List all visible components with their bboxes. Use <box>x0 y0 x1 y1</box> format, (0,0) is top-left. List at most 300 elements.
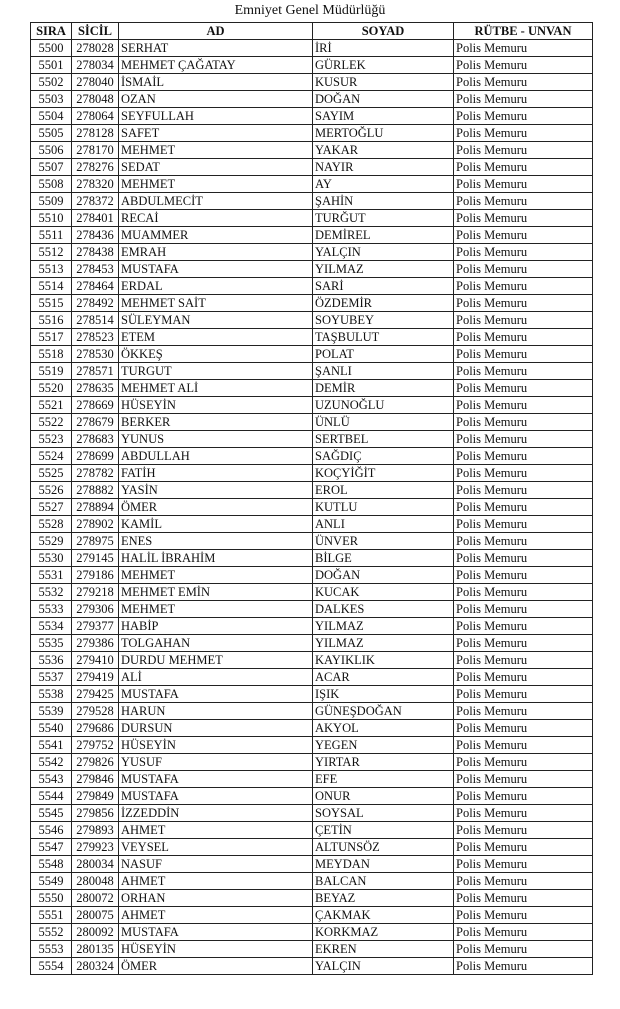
cell-rutbe-unvan: Polis Memuru <box>454 822 593 839</box>
table-row <box>31 737 593 754</box>
cell-sicil: 279849 <box>72 788 119 805</box>
cell-sicil: 280075 <box>72 907 119 924</box>
cell-rutbe-unvan: Polis Memuru <box>454 584 593 601</box>
cell-rutbe-unvan: Polis Memuru <box>454 210 593 227</box>
cell-sira: 5534 <box>31 618 72 635</box>
cell-ad: YUNUS <box>119 431 313 448</box>
cell-sira: 5543 <box>31 771 72 788</box>
cell-sicil: 278034 <box>72 57 119 74</box>
table-row <box>31 890 593 907</box>
cell-soyad: BALCAN <box>313 873 454 890</box>
cell-ad: MUSTAFA <box>119 686 313 703</box>
cell-sira: 5542 <box>31 754 72 771</box>
cell-soyad: SERTBEL <box>313 431 454 448</box>
cell-rutbe-unvan: Polis Memuru <box>454 924 593 941</box>
cell-sira: 5532 <box>31 584 72 601</box>
header-ad: AD <box>119 23 313 40</box>
cell-sicil: 279186 <box>72 567 119 584</box>
cell-sicil: 278683 <box>72 431 119 448</box>
cell-sira: 5522 <box>31 414 72 431</box>
cell-sicil: 278048 <box>72 91 119 108</box>
table-row <box>31 108 593 125</box>
cell-sira: 5500 <box>31 40 72 57</box>
cell-soyad: DOĞAN <box>313 91 454 108</box>
cell-soyad: SAĞDIÇ <box>313 448 454 465</box>
table-body <box>31 40 593 975</box>
cell-sicil: 279377 <box>72 618 119 635</box>
cell-sira: 5551 <box>31 907 72 924</box>
cell-ad: ÖMER <box>119 499 313 516</box>
cell-sira: 5552 <box>31 924 72 941</box>
cell-soyad: ÜNLÜ <box>313 414 454 431</box>
header-soyad: SOYAD <box>313 23 454 40</box>
table-row <box>31 805 593 822</box>
table-row <box>31 856 593 873</box>
cell-ad: HÜSEYİN <box>119 737 313 754</box>
table-row <box>31 142 593 159</box>
table-row <box>31 907 593 924</box>
cell-sicil: 278464 <box>72 278 119 295</box>
cell-soyad: MERTOĞLU <box>313 125 454 142</box>
cell-rutbe-unvan: Polis Memuru <box>454 618 593 635</box>
cell-soyad: DOĞAN <box>313 567 454 584</box>
cell-sira: 5545 <box>31 805 72 822</box>
cell-sicil: 279752 <box>72 737 119 754</box>
cell-soyad: KAYIKLIK <box>313 652 454 669</box>
table-row <box>31 414 593 431</box>
cell-sira: 5512 <box>31 244 72 261</box>
cell-soyad: ONUR <box>313 788 454 805</box>
cell-soyad: YILMAZ <box>313 618 454 635</box>
table-row <box>31 210 593 227</box>
cell-ad: FATİH <box>119 465 313 482</box>
cell-sicil: 279425 <box>72 686 119 703</box>
cell-sira: 5537 <box>31 669 72 686</box>
table-row <box>31 329 593 346</box>
cell-rutbe-unvan: Polis Memuru <box>454 91 593 108</box>
cell-rutbe-unvan: Polis Memuru <box>454 652 593 669</box>
cell-sira: 5501 <box>31 57 72 74</box>
cell-sicil: 278401 <box>72 210 119 227</box>
cell-ad: ERDAL <box>119 278 313 295</box>
cell-sicil: 278436 <box>72 227 119 244</box>
cell-sira: 5509 <box>31 193 72 210</box>
table-row <box>31 244 593 261</box>
cell-sira: 5518 <box>31 346 72 363</box>
table-row <box>31 618 593 635</box>
cell-ad: SERHAT <box>119 40 313 57</box>
cell-soyad: SARİ <box>313 278 454 295</box>
cell-rutbe-unvan: Polis Memuru <box>454 499 593 516</box>
cell-rutbe-unvan: Polis Memuru <box>454 635 593 652</box>
cell-soyad: UZUNOĞLU <box>313 397 454 414</box>
cell-soyad: KUCAK <box>313 584 454 601</box>
cell-rutbe-unvan: Polis Memuru <box>454 414 593 431</box>
cell-sira: 5502 <box>31 74 72 91</box>
cell-rutbe-unvan: Polis Memuru <box>454 703 593 720</box>
cell-soyad: ÇAKMAK <box>313 907 454 924</box>
cell-sira: 5507 <box>31 159 72 176</box>
cell-sira: 5516 <box>31 312 72 329</box>
cell-sicil: 278372 <box>72 193 119 210</box>
cell-rutbe-unvan: Polis Memuru <box>454 958 593 975</box>
cell-rutbe-unvan: Polis Memuru <box>454 125 593 142</box>
table-row <box>31 227 593 244</box>
table-row <box>31 652 593 669</box>
cell-ad: DURDU MEHMET <box>119 652 313 669</box>
cell-rutbe-unvan: Polis Memuru <box>454 108 593 125</box>
cell-soyad: DALKES <box>313 601 454 618</box>
cell-sicil: 279846 <box>72 771 119 788</box>
cell-soyad: ALTUNSÖZ <box>313 839 454 856</box>
cell-ad: MEHMET EMİN <box>119 584 313 601</box>
cell-rutbe-unvan: Polis Memuru <box>454 431 593 448</box>
cell-rutbe-unvan: Polis Memuru <box>454 737 593 754</box>
cell-rutbe-unvan: Polis Memuru <box>454 346 593 363</box>
cell-soyad: EKREN <box>313 941 454 958</box>
cell-rutbe-unvan: Polis Memuru <box>454 176 593 193</box>
cell-ad: MEHMET <box>119 142 313 159</box>
cell-sicil: 279306 <box>72 601 119 618</box>
cell-soyad: DEMİREL <box>313 227 454 244</box>
table-row <box>31 278 593 295</box>
cell-rutbe-unvan: Polis Memuru <box>454 669 593 686</box>
cell-sira: 5505 <box>31 125 72 142</box>
cell-ad: AHMET <box>119 873 313 890</box>
table-row <box>31 346 593 363</box>
cell-rutbe-unvan: Polis Memuru <box>454 363 593 380</box>
table-row <box>31 363 593 380</box>
cell-sira: 5517 <box>31 329 72 346</box>
cell-rutbe-unvan: Polis Memuru <box>454 516 593 533</box>
cell-ad: SEDAT <box>119 159 313 176</box>
table-row <box>31 74 593 91</box>
header-sira: SIRA <box>31 23 72 40</box>
cell-rutbe-unvan: Polis Memuru <box>454 873 593 890</box>
cell-soyad: NAYIR <box>313 159 454 176</box>
cell-sira: 5515 <box>31 295 72 312</box>
cell-ad: HABİP <box>119 618 313 635</box>
cell-sira: 5540 <box>31 720 72 737</box>
cell-ad: MUAMMER <box>119 227 313 244</box>
cell-sicil: 278064 <box>72 108 119 125</box>
cell-rutbe-unvan: Polis Memuru <box>454 890 593 907</box>
cell-ad: MEHMET ALİ <box>119 380 313 397</box>
page-title: Emniyet Genel Müdürlüğü <box>234 3 386 18</box>
cell-sira: 5527 <box>31 499 72 516</box>
cell-sira: 5529 <box>31 533 72 550</box>
cell-ad: AHMET <box>119 822 313 839</box>
cell-ad: MEHMET ÇAĞATAY <box>119 57 313 74</box>
cell-soyad: İRİ <box>313 40 454 57</box>
cell-sicil: 278523 <box>72 329 119 346</box>
cell-sicil: 280072 <box>72 890 119 907</box>
cell-soyad: YALÇIN <box>313 958 454 975</box>
cell-sicil: 278894 <box>72 499 119 516</box>
cell-ad: MEHMET SAİT <box>119 295 313 312</box>
cell-soyad: YEGEN <box>313 737 454 754</box>
cell-ad: İSMAİL <box>119 74 313 91</box>
cell-rutbe-unvan: Polis Memuru <box>454 771 593 788</box>
cell-sicil: 278679 <box>72 414 119 431</box>
cell-rutbe-unvan: Polis Memuru <box>454 142 593 159</box>
cell-ad: ABDULLAH <box>119 448 313 465</box>
cell-rutbe-unvan: Polis Memuru <box>454 941 593 958</box>
table-row <box>31 431 593 448</box>
cell-rutbe-unvan: Polis Memuru <box>454 57 593 74</box>
table-row <box>31 397 593 414</box>
cell-rutbe-unvan: Polis Memuru <box>454 788 593 805</box>
cell-sicil: 278320 <box>72 176 119 193</box>
table-row <box>31 567 593 584</box>
cell-soyad: EFE <box>313 771 454 788</box>
cell-ad: RECAİ <box>119 210 313 227</box>
cell-sicil: 279893 <box>72 822 119 839</box>
cell-rutbe-unvan: Polis Memuru <box>454 465 593 482</box>
cell-soyad: YILMAZ <box>313 635 454 652</box>
cell-ad: İZZEDDİN <box>119 805 313 822</box>
cell-soyad: MEYDAN <box>313 856 454 873</box>
cell-rutbe-unvan: Polis Memuru <box>454 720 593 737</box>
table-row <box>31 57 593 74</box>
cell-ad: HÜSEYİN <box>119 941 313 958</box>
cell-ad: SAFET <box>119 125 313 142</box>
cell-sicil: 279410 <box>72 652 119 669</box>
cell-sira: 5538 <box>31 686 72 703</box>
cell-sicil: 279686 <box>72 720 119 737</box>
cell-sira: 5547 <box>31 839 72 856</box>
cell-soyad: GÜRLEK <box>313 57 454 74</box>
cell-soyad: YALÇIN <box>313 244 454 261</box>
cell-ad: EMRAH <box>119 244 313 261</box>
table-row <box>31 771 593 788</box>
cell-soyad: ÖZDEMİR <box>313 295 454 312</box>
personnel-table <box>30 22 593 975</box>
cell-rutbe-unvan: Polis Memuru <box>454 261 593 278</box>
cell-sira: 5525 <box>31 465 72 482</box>
cell-rutbe-unvan: Polis Memuru <box>454 805 593 822</box>
cell-ad: MUSTAFA <box>119 924 313 941</box>
table-row <box>31 448 593 465</box>
cell-soyad: ŞAHİN <box>313 193 454 210</box>
cell-sira: 5526 <box>31 482 72 499</box>
table-row <box>31 533 593 550</box>
cell-sira: 5549 <box>31 873 72 890</box>
table-row <box>31 380 593 397</box>
cell-sira: 5528 <box>31 516 72 533</box>
cell-sicil: 280034 <box>72 856 119 873</box>
table-row <box>31 601 593 618</box>
cell-sicil: 279826 <box>72 754 119 771</box>
cell-rutbe-unvan: Polis Memuru <box>454 380 593 397</box>
table-row <box>31 499 593 516</box>
cell-rutbe-unvan: Polis Memuru <box>454 227 593 244</box>
table-row <box>31 873 593 890</box>
cell-ad: ABDULMECİT <box>119 193 313 210</box>
cell-sicil: 278902 <box>72 516 119 533</box>
table-row <box>31 635 593 652</box>
cell-rutbe-unvan: Polis Memuru <box>454 397 593 414</box>
cell-soyad: YILMAZ <box>313 261 454 278</box>
cell-soyad: YAKAR <box>313 142 454 159</box>
table-row <box>31 924 593 941</box>
cell-sira: 5520 <box>31 380 72 397</box>
cell-sira: 5508 <box>31 176 72 193</box>
cell-sira: 5554 <box>31 958 72 975</box>
cell-soyad: KOÇYİĞİT <box>313 465 454 482</box>
table-row <box>31 584 593 601</box>
cell-sicil: 278453 <box>72 261 119 278</box>
cell-ad: MUSTAFA <box>119 771 313 788</box>
cell-ad: MEHMET <box>119 567 313 584</box>
cell-ad: ENES <box>119 533 313 550</box>
table-row <box>31 465 593 482</box>
cell-sira: 5510 <box>31 210 72 227</box>
cell-ad: MUSTAFA <box>119 261 313 278</box>
cell-sira: 5548 <box>31 856 72 873</box>
cell-sira: 5544 <box>31 788 72 805</box>
cell-sira: 5506 <box>31 142 72 159</box>
cell-ad: ÖKKEŞ <box>119 346 313 363</box>
cell-soyad: TURĞUT <box>313 210 454 227</box>
cell-soyad: KUTLU <box>313 499 454 516</box>
cell-sira: 5511 <box>31 227 72 244</box>
cell-soyad: SAYIM <box>313 108 454 125</box>
table-row <box>31 193 593 210</box>
cell-ad: ETEM <box>119 329 313 346</box>
table-row <box>31 550 593 567</box>
table-row <box>31 686 593 703</box>
header-sicil: SİCİL <box>72 23 119 40</box>
cell-soyad: TAŞBULUT <box>313 329 454 346</box>
cell-ad: OZAN <box>119 91 313 108</box>
table-row <box>31 40 593 57</box>
cell-soyad: YIRTAR <box>313 754 454 771</box>
cell-sira: 5519 <box>31 363 72 380</box>
cell-ad: NASUF <box>119 856 313 873</box>
cell-soyad: AY <box>313 176 454 193</box>
cell-sicil: 278782 <box>72 465 119 482</box>
cell-sira: 5503 <box>31 91 72 108</box>
table-row <box>31 720 593 737</box>
table-row <box>31 125 593 142</box>
cell-ad: ORHAN <box>119 890 313 907</box>
cell-sicil: 278276 <box>72 159 119 176</box>
cell-soyad: KUSUR <box>313 74 454 91</box>
table-row <box>31 788 593 805</box>
cell-sicil: 280324 <box>72 958 119 975</box>
table-row <box>31 159 593 176</box>
cell-ad: BERKER <box>119 414 313 431</box>
cell-sicil: 278530 <box>72 346 119 363</box>
cell-ad: HALİL İBRAHİM <box>119 550 313 567</box>
cell-sicil: 278882 <box>72 482 119 499</box>
cell-ad: KAMİL <box>119 516 313 533</box>
cell-soyad: ÜNVER <box>313 533 454 550</box>
cell-soyad: BEYAZ <box>313 890 454 907</box>
cell-ad: MEHMET <box>119 601 313 618</box>
cell-rutbe-unvan: Polis Memuru <box>454 74 593 91</box>
table-row <box>31 516 593 533</box>
cell-rutbe-unvan: Polis Memuru <box>454 193 593 210</box>
header-rutbe-unvan: RÜTBE - UNVAN <box>454 23 593 40</box>
cell-ad: YUSUF <box>119 754 313 771</box>
cell-sicil: 278492 <box>72 295 119 312</box>
cell-sira: 5550 <box>31 890 72 907</box>
cell-soyad: DEMİR <box>313 380 454 397</box>
table-row <box>31 91 593 108</box>
cell-sira: 5524 <box>31 448 72 465</box>
cell-sira: 5531 <box>31 567 72 584</box>
cell-ad: ÖMER <box>119 958 313 975</box>
cell-ad: VEYSEL <box>119 839 313 856</box>
cell-sicil: 278028 <box>72 40 119 57</box>
cell-soyad: ŞANLI <box>313 363 454 380</box>
cell-ad: YASİN <box>119 482 313 499</box>
cell-ad: SEYFULLAH <box>119 108 313 125</box>
cell-sira: 5541 <box>31 737 72 754</box>
cell-sicil: 280092 <box>72 924 119 941</box>
cell-soyad: GÜNEŞDOĞAN <box>313 703 454 720</box>
table-row <box>31 958 593 975</box>
cell-soyad: AKYOL <box>313 720 454 737</box>
cell-soyad: SOYUBEY <box>313 312 454 329</box>
cell-sicil: 279923 <box>72 839 119 856</box>
table-row <box>31 941 593 958</box>
table-row <box>31 295 593 312</box>
table-row <box>31 839 593 856</box>
cell-rutbe-unvan: Polis Memuru <box>454 40 593 57</box>
cell-sira: 5535 <box>31 635 72 652</box>
cell-sicil: 279218 <box>72 584 119 601</box>
table-row <box>31 312 593 329</box>
cell-soyad: ÇETİN <box>313 822 454 839</box>
cell-sicil: 278975 <box>72 533 119 550</box>
cell-soyad: KORKMAZ <box>313 924 454 941</box>
cell-rutbe-unvan: Polis Memuru <box>454 482 593 499</box>
cell-rutbe-unvan: Polis Memuru <box>454 159 593 176</box>
cell-soyad: ACAR <box>313 669 454 686</box>
cell-ad: SÜLEYMAN <box>119 312 313 329</box>
cell-sira: 5533 <box>31 601 72 618</box>
cell-sira: 5504 <box>31 108 72 125</box>
cell-rutbe-unvan: Polis Memuru <box>454 312 593 329</box>
cell-rutbe-unvan: Polis Memuru <box>454 856 593 873</box>
cell-rutbe-unvan: Polis Memuru <box>454 550 593 567</box>
table-header-row <box>31 23 593 40</box>
cell-rutbe-unvan: Polis Memuru <box>454 533 593 550</box>
cell-sira: 5530 <box>31 550 72 567</box>
table-row <box>31 669 593 686</box>
cell-rutbe-unvan: Polis Memuru <box>454 907 593 924</box>
cell-ad: MUSTAFA <box>119 788 313 805</box>
cell-soyad: ANLI <box>313 516 454 533</box>
cell-sicil: 278438 <box>72 244 119 261</box>
cell-ad: MEHMET <box>119 176 313 193</box>
table-row <box>31 261 593 278</box>
cell-ad: HARUN <box>119 703 313 720</box>
table-row <box>31 754 593 771</box>
cell-rutbe-unvan: Polis Memuru <box>454 329 593 346</box>
cell-ad: DURSUN <box>119 720 313 737</box>
cell-ad: TURGUT <box>119 363 313 380</box>
cell-rutbe-unvan: Polis Memuru <box>454 754 593 771</box>
cell-sicil: 278040 <box>72 74 119 91</box>
cell-sicil: 278699 <box>72 448 119 465</box>
cell-sicil: 280135 <box>72 941 119 958</box>
cell-sicil: 279528 <box>72 703 119 720</box>
cell-sira: 5539 <box>31 703 72 720</box>
